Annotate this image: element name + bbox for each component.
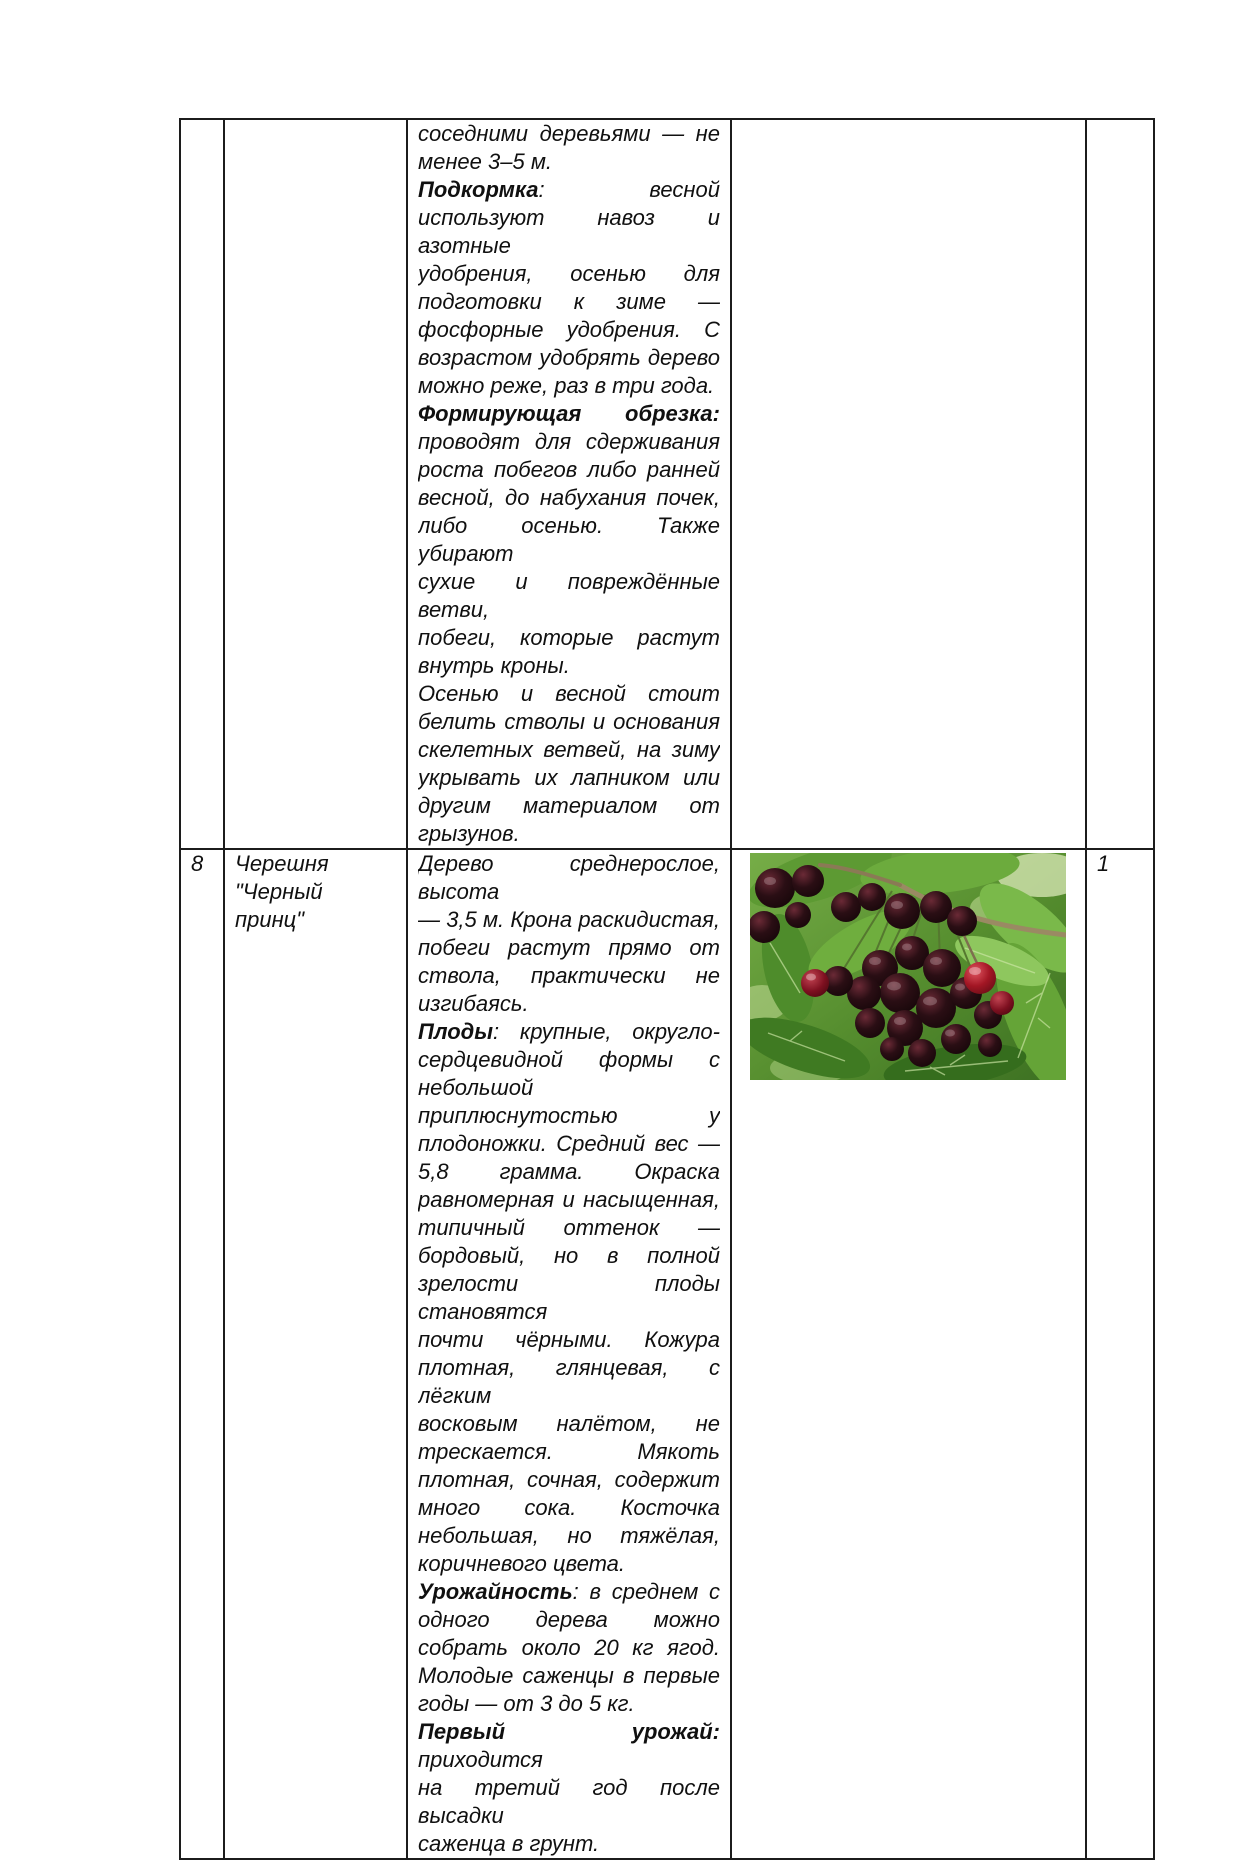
plants-table	[179, 118, 1155, 1860]
description-line: Первый урожай: приходится	[418, 1719, 720, 1772]
description-line: весной, до набухания почек,	[418, 485, 720, 510]
description-cell	[407, 119, 731, 849]
description-line: побеги, которые растут	[418, 625, 720, 650]
description-line: Молодые саженцы в первые	[418, 1663, 720, 1688]
description-line: укрывать их лапником или	[418, 765, 720, 790]
description-line: коричневого цвета.	[418, 1551, 626, 1576]
description-line: Урожайность: в среднем с	[418, 1579, 720, 1604]
description-line: зрелости плоды становятся	[418, 1271, 720, 1324]
description-line: скелетных ветвей, на зиму	[418, 737, 720, 762]
description-line: небольшая, но тяжёлая,	[418, 1523, 720, 1548]
description-paragraph	[418, 1018, 720, 1578]
description-paragraph	[418, 120, 720, 176]
description-line: плотная, сочная, содержит	[418, 1467, 720, 1492]
description-line: собрать около 20 кг ягод.	[418, 1635, 720, 1660]
description-line: используют навоз и азотные	[418, 205, 720, 258]
quantity-value: 1	[1097, 851, 1110, 876]
name-line: Черешня	[235, 851, 329, 876]
description-text	[418, 850, 720, 1858]
description-line: плодоножки. Средний вес —	[418, 1131, 720, 1156]
description-line: бордовый, но в полной	[418, 1243, 720, 1268]
description-line: соседними деревьями — не	[418, 121, 720, 146]
name-line: "Черный принц"	[235, 879, 323, 932]
description-paragraph	[418, 1578, 720, 1718]
quantity-cell	[1086, 119, 1154, 849]
table-row-continuation	[180, 119, 1154, 849]
description-line: внутрь кроны.	[418, 653, 570, 678]
description-line: изгибаясь.	[418, 991, 529, 1016]
description-line: сердцевидной формы с	[418, 1047, 720, 1072]
description-text	[418, 120, 720, 848]
description-paragraph	[418, 850, 720, 1018]
description-line: на третий год после высадки	[418, 1775, 720, 1828]
description-line: Формирующая обрезка:	[418, 401, 720, 426]
description-line: белить стволы и основания	[418, 709, 720, 734]
description-line: плотная, глянцевая, с лёгким	[418, 1355, 720, 1408]
description-line: небольшой	[418, 1075, 534, 1100]
description-line: 5,8 грамма. Окраска	[418, 1159, 720, 1184]
description-line: саженца в грунт.	[418, 1831, 600, 1856]
quantity-cell	[1086, 849, 1154, 1859]
table-row-8	[180, 849, 1154, 1859]
description-line: восковым налётом, не	[418, 1411, 720, 1436]
row-number-cell	[180, 119, 224, 849]
description-line: — 3,5 м. Крона раскидистая,	[418, 907, 720, 932]
description-line: ствола, практически не	[418, 963, 720, 988]
description-line: годы — от 3 до 5 кг.	[418, 1691, 635, 1716]
description-line: подготовки к зиме —	[418, 289, 720, 314]
description-line: сухие и повреждённые ветви,	[418, 569, 720, 622]
description-line: другим материалом от	[418, 793, 720, 818]
description-line: фосфорные удобрения. С	[418, 317, 720, 342]
description-line: роста побегов либо ранней	[418, 457, 720, 482]
description-line: либо осенью. Также убирают	[418, 513, 720, 566]
description-paragraph	[418, 1718, 720, 1858]
description-line: возрастом удобрять дерево	[418, 345, 720, 370]
description-line: удобрения, осенью для	[418, 261, 720, 286]
description-line: Осенью и весной стоит	[418, 681, 720, 706]
description-paragraph	[418, 680, 720, 848]
description-line: типичный оттенок —	[418, 1215, 720, 1240]
description-paragraph	[418, 400, 720, 680]
description-line: равномерная и насыщенная,	[418, 1187, 720, 1212]
description-line: побеги растут прямо от	[418, 935, 720, 960]
description-cell	[407, 849, 731, 1859]
description-line: Дерево среднерослое, высота	[418, 851, 720, 904]
plant-name-cell	[224, 849, 407, 1859]
photo-cell	[731, 119, 1086, 849]
plant-name	[235, 850, 396, 934]
description-paragraph	[418, 176, 720, 400]
description-line: Плоды: крупные, округло-	[418, 1019, 720, 1044]
cherry-photo	[750, 853, 1066, 1080]
photo-cell	[731, 849, 1086, 1859]
description-line: проводят для сдерживания	[418, 429, 720, 454]
description-line: можно реже, раз в три года.	[418, 373, 715, 398]
description-line: приплюснутостью у	[418, 1103, 720, 1128]
description-line: трескается. Мякоть	[418, 1439, 720, 1464]
row-number: 8	[191, 851, 204, 876]
description-line: грызунов.	[418, 821, 520, 846]
description-line: Подкормка: весной	[418, 177, 720, 202]
description-line: почти чёрными. Кожура	[418, 1327, 720, 1352]
plant-name-cell	[224, 119, 407, 849]
row-number-cell	[180, 849, 224, 1859]
description-line: менее 3–5 м.	[418, 149, 553, 174]
description-line: много сока. Косточка	[418, 1495, 720, 1520]
description-line: одного дерева можно	[418, 1607, 720, 1632]
